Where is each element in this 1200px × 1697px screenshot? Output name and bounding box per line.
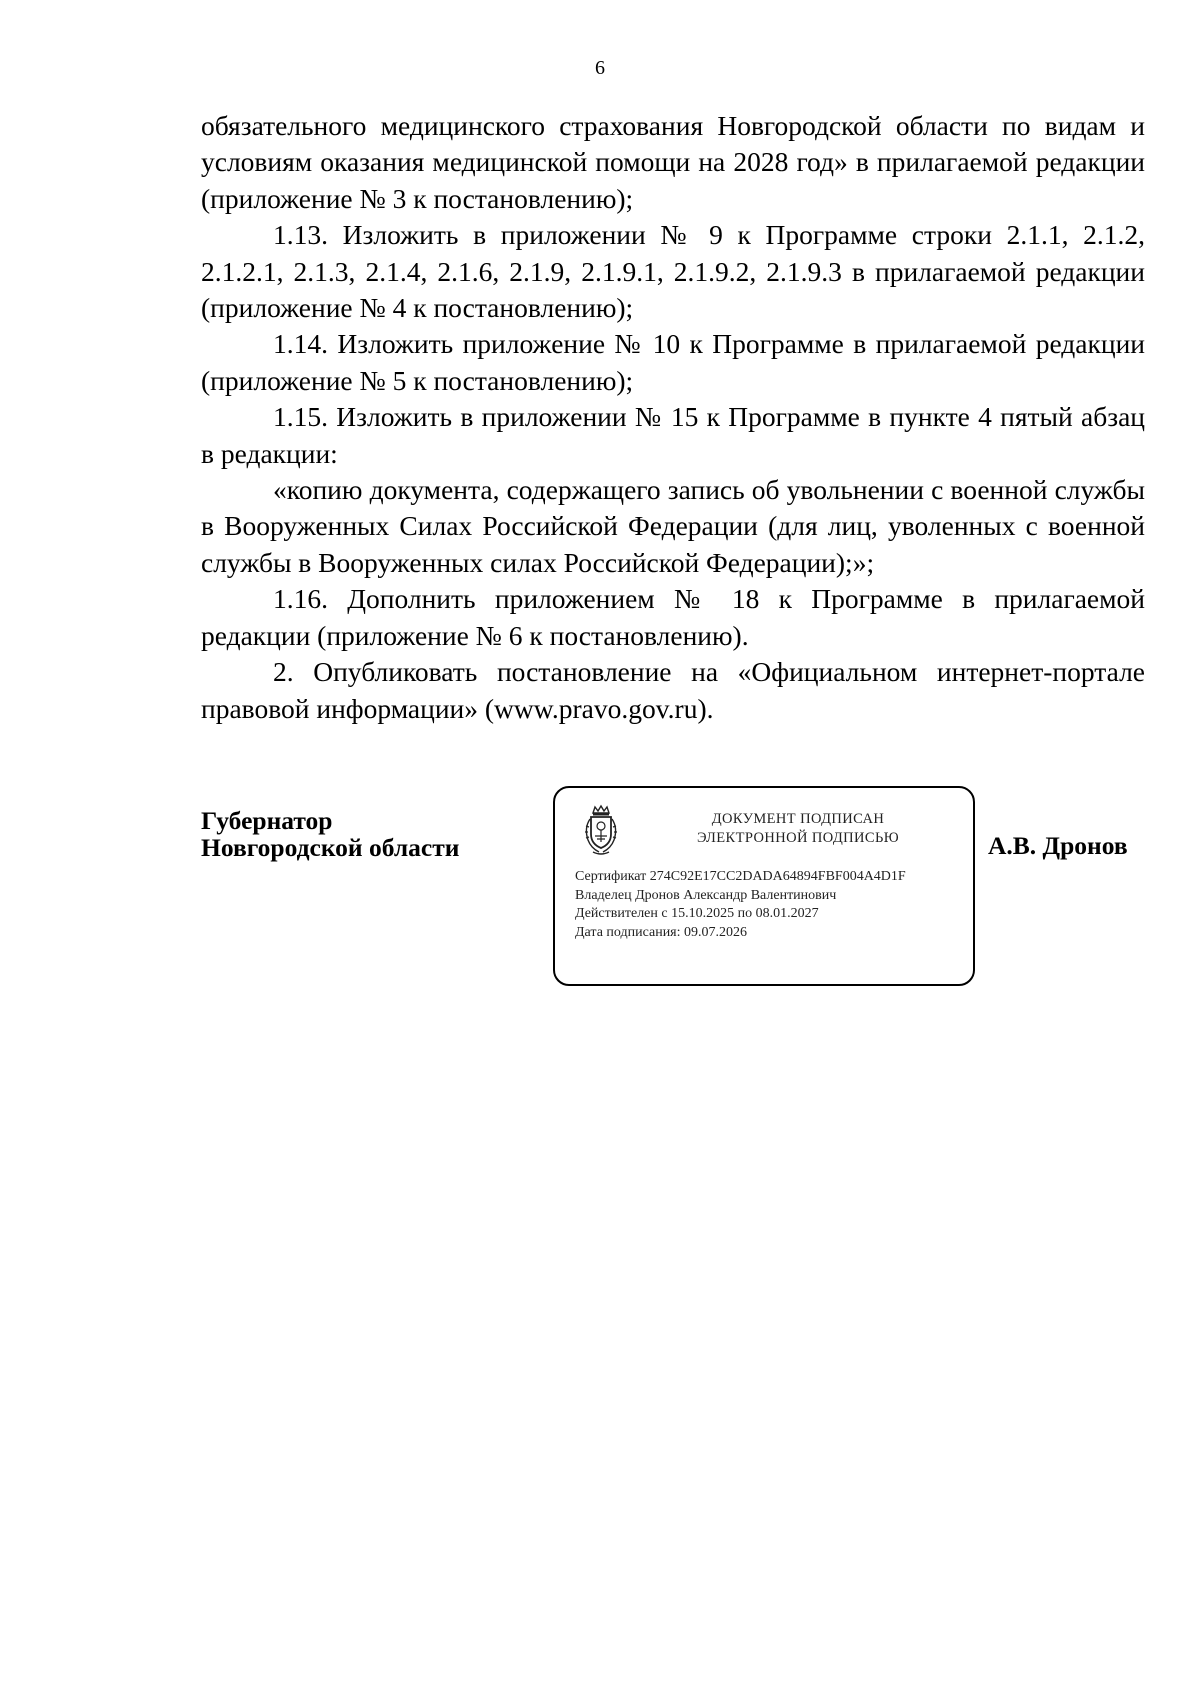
stamp-header (663, 810, 933, 848)
page-number: 6 (595, 57, 605, 79)
signatory-title (201, 808, 459, 861)
signatory-name: А.В. Дронов (988, 831, 1128, 860)
coat-of-arms-icon (581, 804, 621, 856)
stamp-certificate: Сертификат 274C92E17CC2DADA64894FBF004A4D1F (575, 869, 906, 884)
paragraph-6: 1.16. Дополнить приложением № 18 к Программе в прилагаемой редакции (приложение № 6 к постановлению). (201, 583, 1145, 651)
paragraph-1: обязательного медицинского страхования Новгородской области по видам и условиям оказания медицинской помощи на 2028 год» в прилагаемой редакции (приложение № 3 к постановлению); (201, 110, 1145, 214)
paragraph-7: 2. Опубликовать постановление на «Официальном интернет-портале правовой информации» (www.pravo.gov.ru). (201, 656, 1145, 724)
paragraph-3: 1.14. Изложить приложение № 10 к Программе в прилагаемой редакции (приложение № 5 к постановлению); (201, 328, 1145, 396)
stamp-header-line-2: ЭЛЕКТРОННОЙ ПОДПИСЬЮ (696, 830, 900, 846)
stamp-header-line-1: ДОКУМЕНТ ПОДПИСАН (711, 811, 885, 827)
signatory-title-line-2: Новгородской области (201, 832, 460, 862)
paragraph-2: 1.13. Изложить в приложении № 9 к Программе строки 2.1.1, 2.1.2, 2.1.2.1, 2.1.3, 2.1.4, 2.1.6, 2.1.9, 2.1.9.1, 2.1.9.2, 2.1.9.3 в прилагаемой редакции (приложение № 4 к постановлению); (201, 219, 1145, 324)
stamp-signing-date: Дата подписания: 09.07.2026 (575, 924, 748, 940)
body-text (201, 108, 1145, 727)
stamp-owner: Владелец Дронов Александр Валентинович (575, 887, 837, 903)
stamp-details (575, 868, 906, 942)
stamp-validity: Действителен с 15.10.2025 по 08.01.2027 (575, 906, 819, 921)
paragraph-4: 1.15. Изложить в приложении № 15 к Программе в пункте 4 пятый абзац в редакции: (201, 401, 1145, 469)
paragraph-5: «копию документа, содержащего запись об увольнении с военной службы в Вооруженных Силах Российской Федерации (для лиц, уволенных с военной службы в Вооруженных силах Российской Федерации);»; (201, 474, 1145, 578)
signatory-title-line-1: Губернатор (201, 806, 333, 835)
electronic-signature-stamp (553, 786, 975, 986)
